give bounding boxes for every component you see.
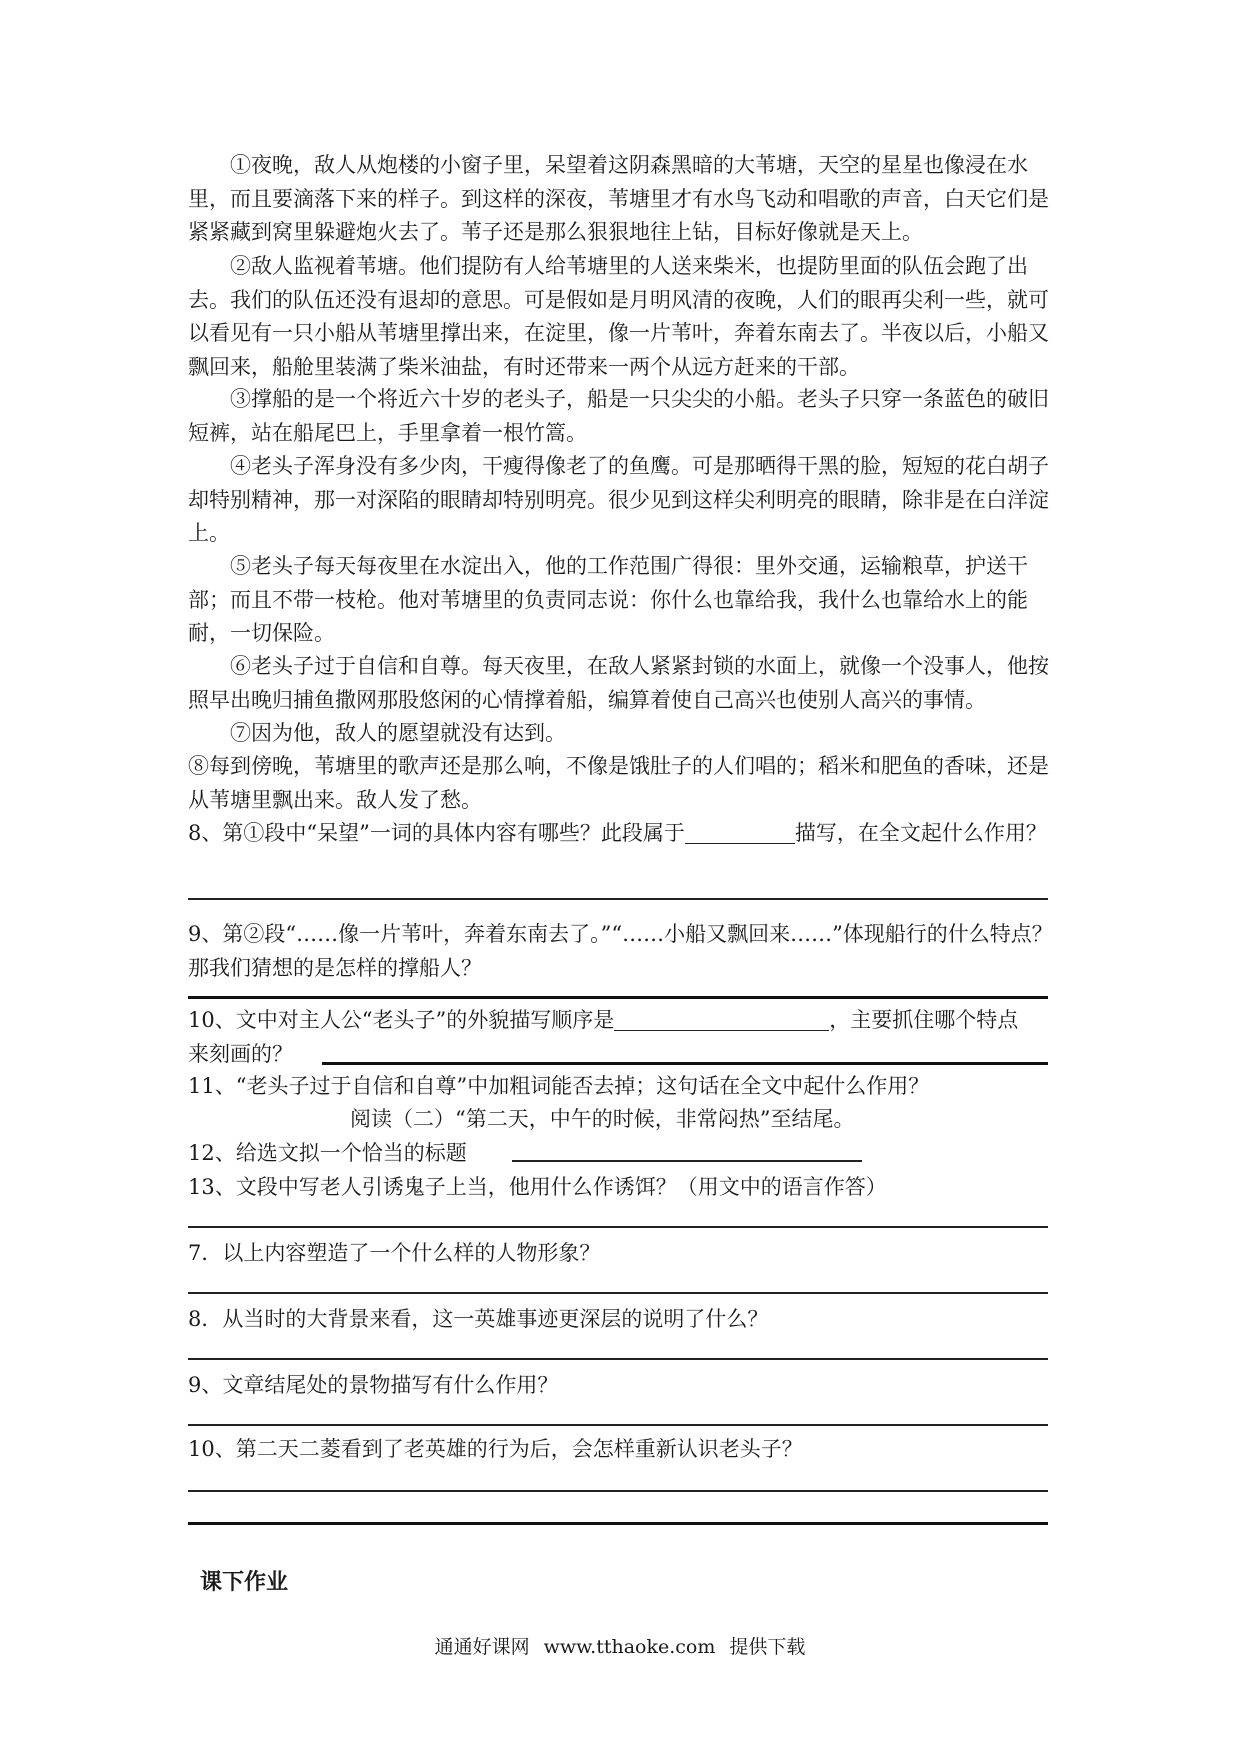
answer-line-q8b[interactable]: [188, 1358, 1048, 1360]
question-8-text-b: 描写，在全文起什么作用？: [794, 821, 1047, 845]
answer-line-q10[interactable]: [322, 1062, 1048, 1065]
question-9: 9、第②段“……像一片苇叶，奔着东南去了。”“……小船又飘回来……”体现船行的什么特点？那我们猜想的是怎样的撑船人？: [188, 922, 1053, 980]
passage-paragraph-3: ③撑船的是一个将近六十岁的老头子，船是一只尖尖的小船。老头子只穿一条蓝色的破旧短裤，站在船尾巴上，手里拿着一根竹篙。: [188, 387, 1049, 445]
footer-url[interactable]: www.tthaoke.com: [543, 1636, 716, 1658]
passage-paragraph-4: ④老头子浑身没有多少肉，干瘦得像老了的鱼鹰。可是那晒得干黑的脸，短短的花白胡子却特别精神，那一对深陷的眼睛却特别明亮。很少见到这样尖利明亮的眼睛，除非是在白洋淀上。: [188, 454, 1049, 545]
passage-paragraph-8: ⑧每到傍晚，苇塘里的歌声还是那么响，不像是饿肚子的人们唱的；稻米和肥鱼的香味，还是从苇塘里飘出来。敌人发了愁。: [188, 754, 1049, 812]
answer-line-q7b[interactable]: [188, 1292, 1048, 1294]
passage-paragraph-7: ⑦因为他，敌人的愿望就没有达到。: [230, 721, 566, 745]
answer-line-q9b[interactable]: [188, 1424, 1048, 1426]
footer-site-name: 通通好课网: [434, 1636, 530, 1658]
answer-blank-q10[interactable]: [614, 1010, 829, 1031]
passage-paragraph-1: ①夜晚，敌人从炮楼的小窗子里，呆望着这阴森黑暗的大苇塘，天空的星星也像浸在水里，而且要滴落下来的样子。到这样的深夜，苇塘里才有水鸟飞动和唱歌的声音，白天它们是紧紧藏到窝里躲避炮火去了。苇子还是那么狠狠地往上钻，目标好像就是天上。: [188, 153, 1049, 244]
passage-paragraph-5: ⑤老头子每天每夜里在水淀出入，他的工作范围广得很：里外交通，运输粮草，护送干部；而且不带一枝枪。他对苇塘里的负责同志说：你什么也靠给我，我什么也靠给水上的能耐，一切保险。: [188, 554, 1028, 645]
question-8b: 8．从当时的大背景来看，这一英雄事迹更深层的说明了什么？: [188, 1307, 769, 1331]
homework-heading: 课下作业: [200, 1569, 289, 1595]
page-footer: [0, 1632, 1240, 1659]
question-8: [188, 817, 1058, 851]
question-10b: 10、第二天二菱看到了老英雄的行为后，会怎样重新认识老头子？: [188, 1437, 803, 1461]
question-7b: 7．以上内容塑造了一个什么样的人物形象？: [188, 1241, 601, 1265]
question-10-text-b: ，主要抓住哪个特点: [829, 1008, 1019, 1032]
question-9b: 9、文章结尾处的景物描写有什么作用？: [188, 1373, 559, 1397]
question-12: 12、给选文拟一个恰当的标题: [188, 1141, 467, 1165]
answer-line-q8[interactable]: [188, 898, 1048, 900]
question-13: 13、文段中写老人引诱鬼子上当，他用什么作诱饵？（用文中的语言作答）: [188, 1175, 887, 1199]
answer-line-q13[interactable]: [188, 1226, 1048, 1228]
answer-line-q9[interactable]: [188, 996, 1048, 999]
question-10-text-a: 10、文中对主人公“老头子”的外貌描写顺序是: [188, 1008, 615, 1032]
answer-blank-q8[interactable]: [685, 823, 795, 844]
answer-line-q12[interactable]: [512, 1160, 862, 1162]
answer-line-q10b-1[interactable]: [188, 1490, 1048, 1492]
footer-suffix: 提供下载: [729, 1636, 806, 1658]
question-10-text-c: 来刻画的？: [188, 1041, 293, 1066]
passage-paragraph-6: ⑥老头子过于自信和自尊。每天夜里，在敌人紧紧封锁的水面上，就像一个没事人，他按照早出晚归捕鱼撒网那股悠闲的心情撑着船，编算着使自己高兴也使别人高兴的事情。: [188, 654, 1049, 712]
passage-paragraph-2: ②敌人监视着苇塘。他们提防有人给苇塘里的人送来柴米，也提防里面的队伍会跑了出去。我们的队伍还没有退却的意思。可是假如是月明风清的夜晚，人们的眼再尖利一些，就可以看见有一只小船从苇塘里撑出来，在淀里，像一片苇叶，奔着东南去了。半夜以后，小船又飘回来，船舱里装满了柴米油盐，有时还带来一两个从远方赶来的干部。: [188, 254, 1049, 379]
answer-line-q10b-2[interactable]: [188, 1522, 1048, 1525]
question-8-text-a: 8、第①段中“呆望”一词的具体内容有哪些？此段属于: [188, 821, 685, 845]
reading-2-heading: 阅读（二）“第二天，中午的时候，非常闷热”至结尾。: [350, 1107, 855, 1131]
question-10: [188, 1004, 1058, 1071]
question-11: 11、“老头子过于自信和自尊”中加粗词能否去掉；这句话在全文中起什么作用？: [188, 1074, 930, 1098]
